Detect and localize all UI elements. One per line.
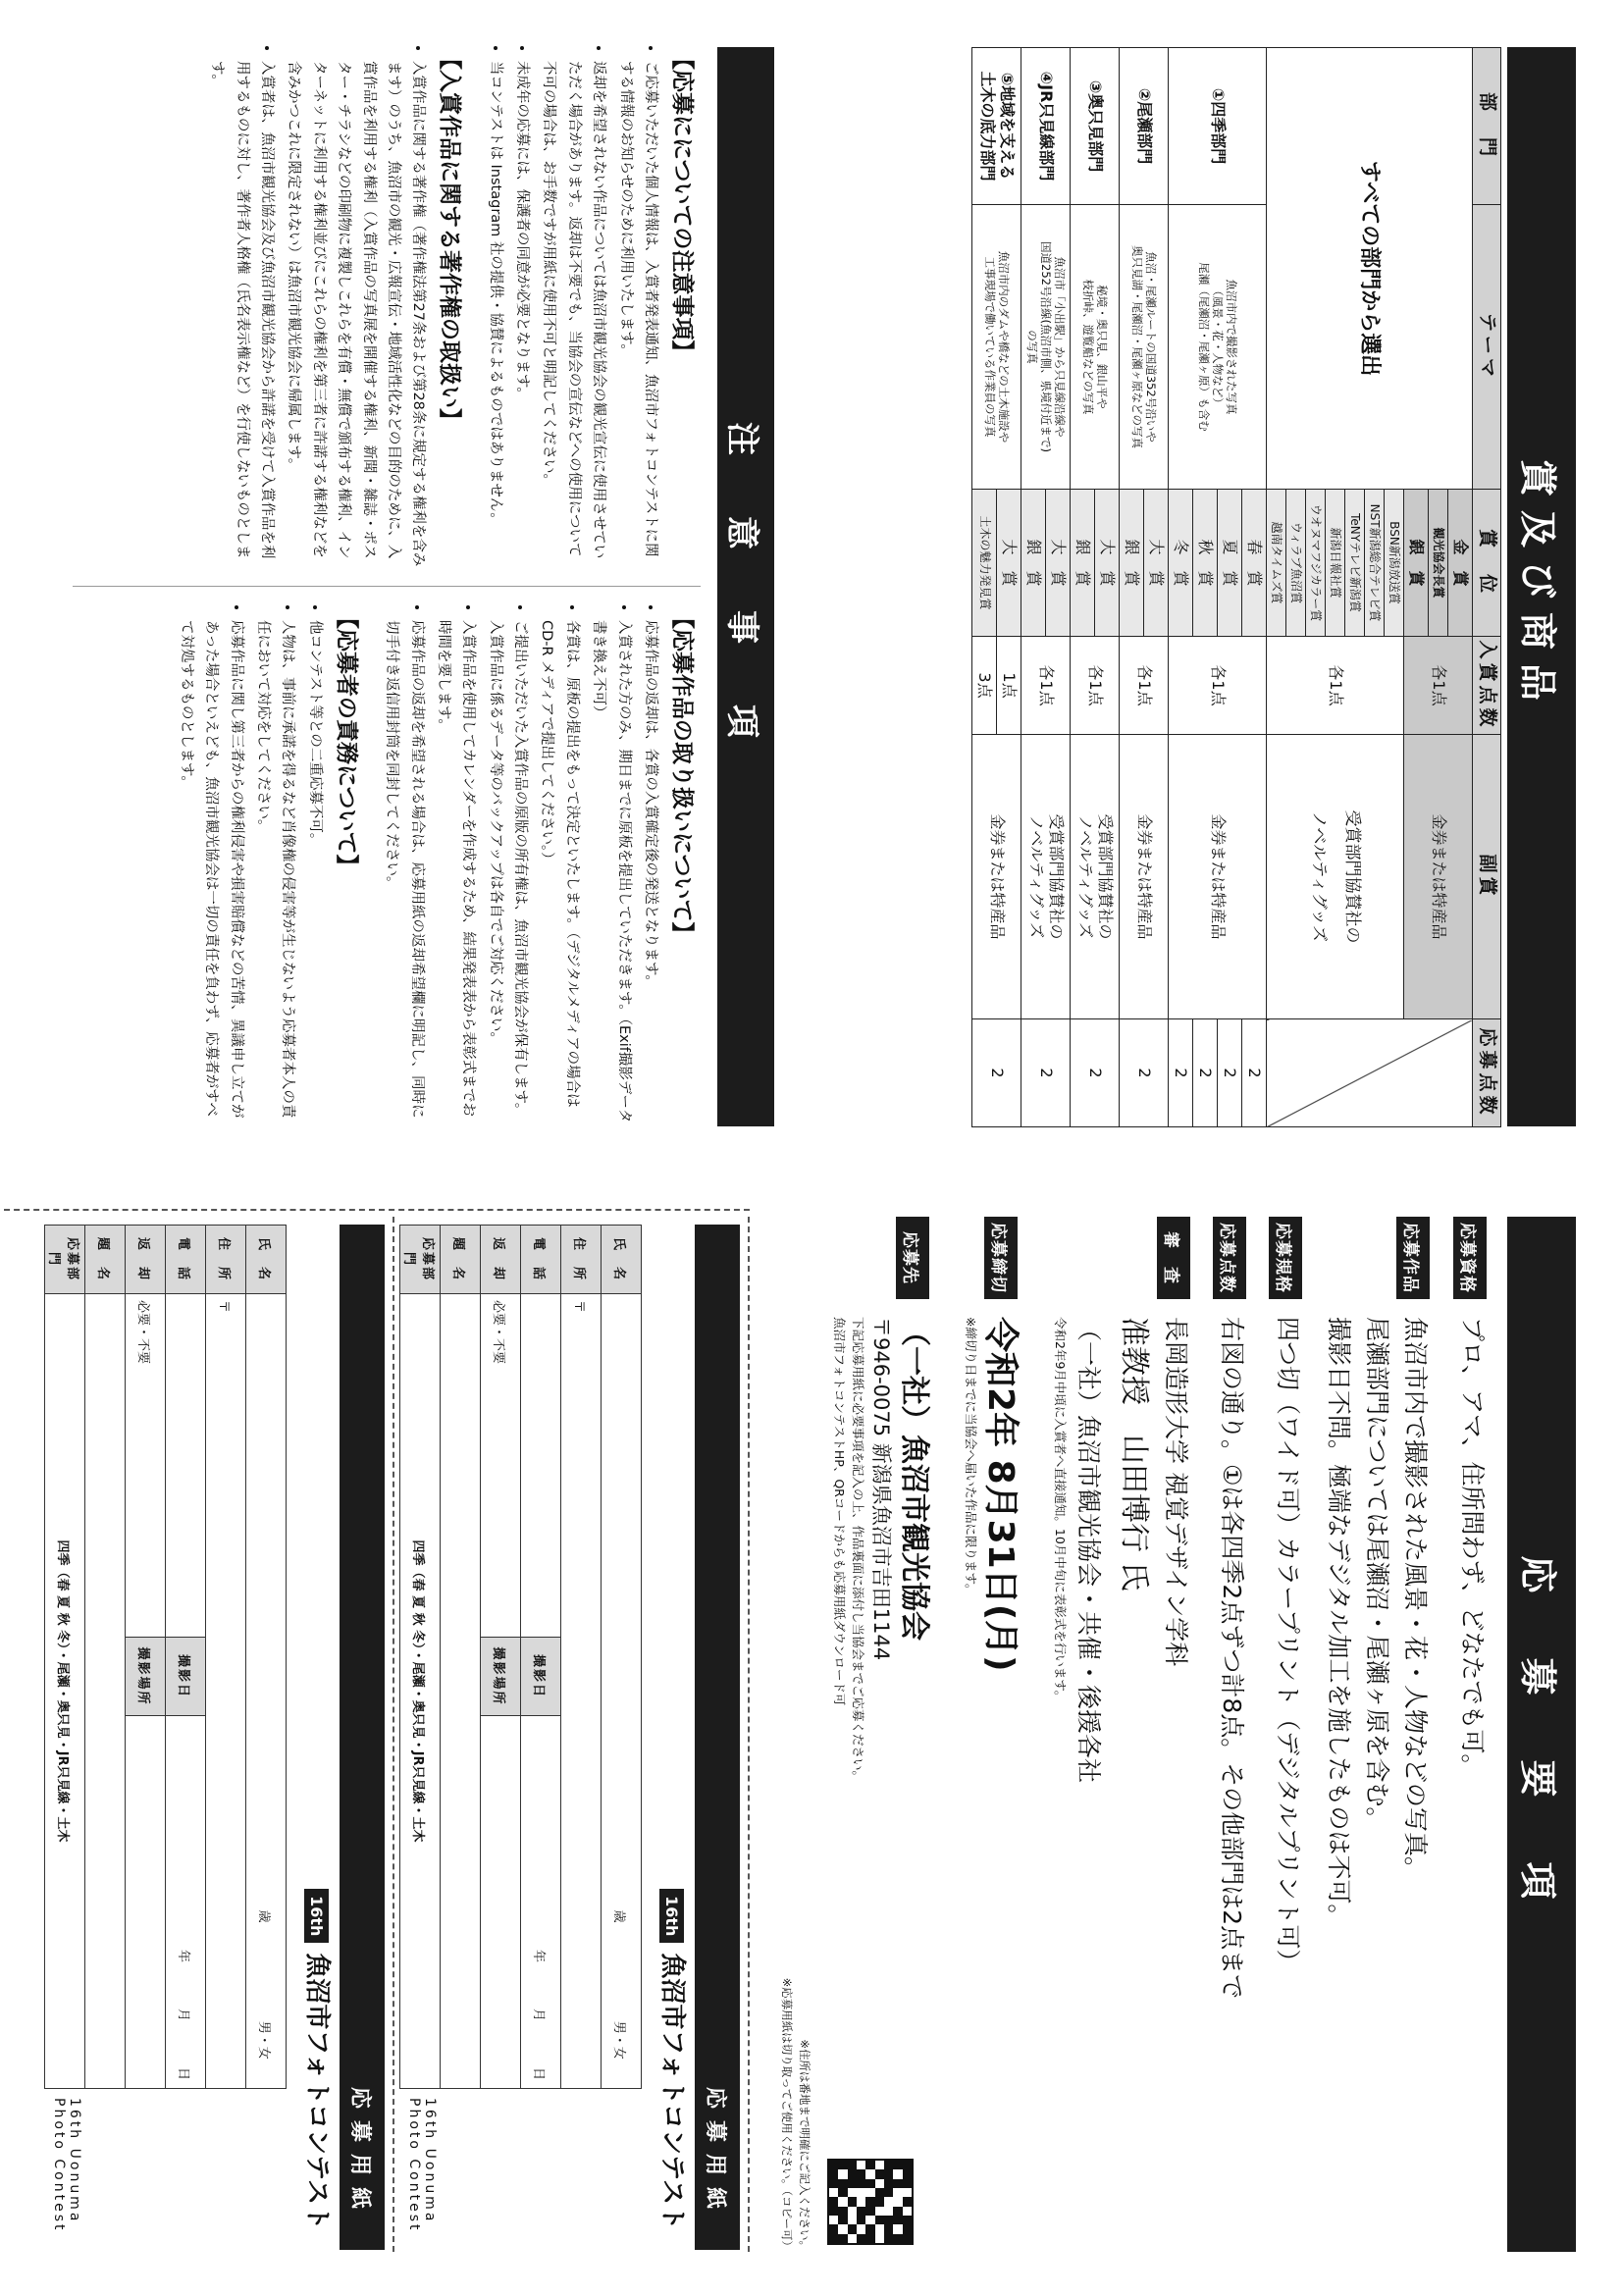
age-unit: 歳 [256, 1909, 272, 1923]
requirement-label: 応募規格 [1269, 1217, 1302, 1299]
award-cell: 観光協会長賞 [1429, 490, 1448, 637]
requirement-row [829, 1217, 933, 1783]
form-row [85, 1226, 126, 2089]
requirement-line: 長岡造形大学 視覚デザイン学科 [1162, 1317, 1190, 1667]
requirement-subtext: 下記応募用紙に必要事項を記入の上、作品裏面に添付し当協会までご応募ください。 [850, 1317, 865, 1784]
table-row [1144, 48, 1169, 1127]
title-field[interactable] [441, 1294, 481, 2089]
requirements-title [1507, 1217, 1576, 2252]
requirements-notes [777, 1978, 813, 2252]
award-cell: 大 賞 [997, 490, 1021, 637]
award-cell: TeNYテレビ新潟賞 [1345, 490, 1365, 637]
dept-field[interactable]: 四季（春 夏 秋 冬）・尾瀬・奥只見・JR只見線・土木 [45, 1294, 85, 2089]
postal-mark: 〒 [571, 1300, 587, 1314]
theme-line: 魚沼市内のダムや橋などの土木施設や [997, 250, 1012, 444]
prize-line: ノベルティグッズ [1026, 814, 1046, 939]
notes-item: • 人物は、事前に承諾を得るなど肖像権の侵害等が生じないよう応募者本人の責任において対応をしてください。 [250, 620, 300, 1126]
edition-badge: 16th [660, 1889, 685, 1943]
gender-field[interactable]: 男・女 [256, 2020, 272, 2060]
notes-list [379, 606, 662, 1126]
award-cell: NST新潟総合テレビ賞 [1365, 490, 1385, 637]
award-cell: 大 賞 [1095, 490, 1120, 637]
requirement-line: 四つ切（ワイド可）カラープリント（デジタルプリント可） [1274, 1317, 1302, 1974]
field-label: 氏 名 [602, 1226, 642, 1294]
notes-item: • 入賞作品を使用してカレンダーを作成するため、結果発表表から表彰式までお時間を要します。 [431, 620, 481, 1126]
count-cell: 各1点 [1169, 637, 1267, 735]
prize-section-title [1507, 47, 1576, 1126]
table-row [1448, 48, 1473, 1127]
award-cell: 夏 賞 [1218, 490, 1242, 637]
header-count: 入賞点数 [1473, 637, 1501, 735]
edition-badge: 16th [305, 1889, 330, 1943]
requirement-subtext: 令和2年9月中頃に入賞者へ直接通知。10月中旬に表彰式を行います。 [1053, 1317, 1068, 1703]
prize-cell: 金券または特産品 [1404, 735, 1473, 1019]
requirement-row [1452, 1217, 1491, 1779]
theme-line: 魚沼・尾瀬ルートの国道352号沿いや [1144, 251, 1159, 443]
requirement-line: 右図の通り。①は各四季2点ずつ計8点。その他部門は2点まで [1218, 1317, 1246, 2000]
field-label: 撮影場所 [126, 1638, 166, 1716]
form-table [44, 1225, 287, 2089]
award-cell: 銀 賞 [1120, 490, 1144, 637]
theme-cell [1120, 205, 1169, 490]
prize-line: 受賞部門協賛社の [1095, 813, 1115, 940]
field-label: 応募部門 [400, 1226, 441, 1294]
notes-item: • 応募作品の返却は、各賞の入賞確定後の発送となります。 [638, 620, 662, 1126]
form-row [166, 1226, 206, 2089]
table-row [997, 48, 1021, 1127]
requirement-line: 尾瀬部門については尾瀬沼・尾瀬ヶ原を含む。 [1363, 1317, 1392, 1832]
notes-list [482, 47, 662, 567]
form-title: 魚沼市フォトコンテスト [657, 1953, 687, 2230]
cut-line [4, 1209, 750, 1211]
form-row [561, 1226, 602, 2089]
phone-field[interactable] [521, 1294, 561, 1638]
theme-line: 魚沼市「小出駅」から只見線沿線や [1053, 256, 1068, 438]
notes-item: • 返却を希望されない作品については魚沼市観光協会の観光宣伝に使用させていただく場合があります。返却は不要でも、当協会の宣伝などへの使用について不可の場合は、お手数ですが用紙に使用不可と明記してください。 [536, 61, 610, 567]
form-table [399, 1225, 642, 2089]
notes-item: • ご提出いただいた入賞作品の原版の所有権は、魚沼市観光協会が保有します。入賞作品に係るデータ等のバックアップは各自でご対応ください。 [482, 620, 532, 1126]
place-field[interactable] [481, 1716, 521, 2089]
award-cell: 大 賞 [1046, 490, 1071, 637]
header-dept: 部 門 [1473, 48, 1501, 205]
title-field[interactable] [85, 1294, 126, 2089]
phone-field[interactable] [166, 1294, 206, 1638]
header-theme: テーマ [1473, 205, 1501, 490]
notes-item: • 他コンテスト等との二重応募不可。 [302, 620, 327, 1126]
qr-code-icon[interactable] [827, 2159, 914, 2245]
requirement-line: 〒946-0075 新潟県魚沼市吉田1144 [869, 1317, 893, 1661]
requirement-line: 魚沼市内で撮影された風景・花・人物などの写真。 [1401, 1317, 1430, 1882]
form-row [481, 1226, 521, 2089]
field-label: 電 話 [521, 1226, 561, 1294]
form-row [602, 1226, 642, 2089]
prize-cell: 金券または特産品 [972, 735, 1021, 1019]
place-field[interactable] [126, 1716, 166, 2089]
notes-heading: 【応募者の責務について】 [333, 606, 359, 877]
requirements-note: ※住所は番地まで明確にご記入ください。 [798, 2039, 812, 2252]
prize-cell [1267, 735, 1404, 1019]
field-label: 題 名 [441, 1226, 481, 1294]
theme-cell [1071, 205, 1120, 490]
requirement-value [829, 1317, 933, 1783]
form-tab [340, 1225, 385, 2250]
field-label: 住 所 [206, 1226, 246, 1294]
award-cell: 越南タイムズ賞 [1267, 490, 1286, 637]
entries-cell: 2 [972, 1019, 1021, 1127]
theme-line: 枝折峠、遊覧船などの写真 [1080, 279, 1095, 415]
award-cell: 銀 賞 [1021, 490, 1046, 637]
table-row [1046, 48, 1071, 1127]
form-header [304, 1889, 330, 2230]
field-label: 題 名 [85, 1226, 126, 1294]
entries-cell: 2 [1120, 1019, 1169, 1127]
requirement-value [961, 1317, 1021, 1672]
prize-line: 受賞部門協賛社の [1341, 809, 1362, 944]
notes-item: • 入賞された方のみ、期日までに原板を提出していただきます。（Exif撮影データ書き換え不可） [586, 620, 636, 1126]
notes-item: • 未成年の応募には、保護者の同意が必要となります。 [509, 61, 534, 567]
notes-item: • 応募作品の返却を希望される場合は、応募用紙の返却希望欄に明記し、同時に切手付き返信用封筒を同封してください。 [379, 620, 429, 1126]
return-field[interactable]: 必要・不要 [126, 1294, 166, 1638]
field-label: 住 所 [561, 1226, 602, 1294]
field-label: 氏 名 [246, 1226, 287, 1294]
prize-cell: 金券または特産品 [1120, 735, 1169, 1019]
prize-line: ノベルティグッズ [1308, 810, 1329, 943]
field-label: 返 却 [126, 1226, 166, 1294]
notes-list [204, 47, 430, 567]
form-row [126, 1226, 166, 2089]
form-row [441, 1226, 481, 2089]
notes-heading: 【入賞作品に関する著作権の取扱い】 [437, 47, 463, 431]
count-cell: 各1点 [1021, 637, 1071, 735]
form-row [400, 1226, 441, 2089]
requirement-line: 撮影日不問。極端なデジタル加工を施したものは不可。 [1325, 1317, 1354, 1929]
requirement-row [961, 1217, 1021, 1672]
count-cell: 各1点 [1267, 637, 1404, 735]
award-cell: ウオヌマフジカラー賞 [1306, 490, 1326, 637]
application-form [46, 1225, 385, 2250]
requirement-line: （一社）魚沼市観光協会・共催・後援各社 [1073, 1317, 1103, 1784]
theme-cell [1021, 205, 1071, 490]
date-field[interactable]: 年 月 日 [521, 1716, 561, 2089]
dept-cell: ④JR只見線部門 [1021, 48, 1071, 205]
requirements-body [764, 1217, 1491, 2252]
dept-line: 土木の底力部門 [977, 71, 997, 182]
form-row [45, 1226, 85, 2089]
requirement-line: 准教授 山田博行 氏 [1117, 1317, 1152, 1592]
dept-cell: ③奥只見部門 [1071, 48, 1120, 205]
requirement-line: （一社）魚沼市観光協会 [897, 1317, 931, 1641]
requirement-label: 応募作品 [1396, 1217, 1430, 1299]
form-footer: 16th Uonuma Photo Contest [406, 2098, 438, 2233]
address-field[interactable] [561, 1294, 602, 2089]
prize-line: 受賞部門協賛社の [1046, 813, 1066, 940]
field-label: 撮影場所 [481, 1638, 521, 1716]
notes-section-title [717, 47, 774, 1126]
prize-cell [1021, 735, 1071, 1019]
address-field[interactable] [206, 1294, 246, 2089]
requirement-label: 審 査 [1157, 1217, 1190, 1299]
field-label: 応募部門 [45, 1226, 85, 1294]
award-cell: 銀 賞 [1071, 490, 1095, 637]
notes-column-right [160, 606, 701, 1126]
award-cell: 秋 賞 [1193, 490, 1218, 637]
notes-item: • 当コンテストは Instagram 社の提供・協賛によるものではありません。 [482, 61, 506, 567]
theme-line: 尾瀬（尾瀬沼・尾瀬ヶ原）も含む [1196, 262, 1211, 432]
form-footer: 16th Uonuma Photo Contest [51, 2098, 82, 2233]
dept-cell [972, 48, 1021, 205]
notes-list [174, 606, 327, 1126]
dept-line: ⑤地域を支える [997, 72, 1017, 181]
requirement-value [1320, 1317, 1434, 1929]
count-cell: 各1点 [1120, 637, 1169, 735]
header-prize: 副賞 [1473, 735, 1501, 1019]
dept-field[interactable]: 四季（春 夏 秋 冬）・尾瀬・奥只見・JR只見線・土木 [400, 1294, 441, 2089]
notes-item: • 応募作品に関し第三者からの権利侵害や損害賠償などの苦情、異議申し立てがあった場合といえども、魚沼市観光協会は一切の責任を負わず、応募者がすべて対処するものとします。 [174, 620, 248, 1126]
all-departments-cell [1267, 48, 1473, 490]
entries-cell: 2 [1169, 1019, 1193, 1127]
entries-cell: 2 [1193, 1019, 1218, 1127]
prize-line: ノベルティグッズ [1075, 814, 1095, 939]
count-cell: 各1点 [1071, 637, 1120, 735]
entries-cell: 2 [1021, 1019, 1071, 1127]
requirement-label: 応募資格 [1453, 1217, 1487, 1299]
dept-cell: ②尾瀬部門 [1120, 48, 1169, 205]
requirement-line: プロ、アマ、住所問わず、どなたでも可。 [1458, 1317, 1487, 1779]
gender-field[interactable]: 男・女 [611, 2020, 627, 2060]
prize-title-text: 賞及び商品 [1516, 458, 1560, 714]
award-cell: 冬 賞 [1169, 490, 1193, 637]
application-form [401, 1225, 740, 2250]
requirement-value [1050, 1317, 1194, 1783]
table-row [1095, 48, 1120, 1127]
notes-title-text: 注 意 事 項 [722, 422, 762, 752]
form-row [206, 1226, 246, 2089]
award-cell: 銀 賞 [1404, 490, 1429, 637]
header-award: 賞 位 [1473, 490, 1501, 637]
age-unit: 歳 [611, 1909, 627, 1923]
requirement-label: 応募締切 [984, 1217, 1018, 1299]
award-cell: BSN新潟放送賞 [1385, 490, 1404, 637]
prize-cell [1071, 735, 1120, 1019]
postal-mark: 〒 [216, 1300, 232, 1314]
requirement-label: 応募点数 [1213, 1217, 1246, 1299]
award-cell: 大 賞 [1144, 490, 1169, 637]
cut-line [393, 1217, 394, 2252]
deadline-text: 令和2年 8月31日(月) [980, 1317, 1021, 1672]
requirement-label: 応募先 [896, 1217, 929, 1299]
theme-line: 秘境・奥只見、銀山平や [1095, 285, 1110, 409]
form-title: 魚沼市フォトコンテスト [302, 1953, 332, 2230]
field-label: 電 話 [166, 1226, 206, 1294]
form-row [521, 1226, 561, 2089]
requirement-row [1212, 1217, 1250, 1999]
theme-line: 奥只見湖・尾瀬沼・尾瀬ヶ原などの写真 [1129, 245, 1144, 448]
theme-line: 国道252号沿線(魚沼市側、県境付近まで) [1038, 241, 1053, 452]
theme-line: 魚沼市内で撮影された写真 [1225, 279, 1239, 415]
form-header [659, 1889, 685, 2230]
requirement-value [1268, 1317, 1306, 1974]
entries-cell: 2 [1071, 1019, 1120, 1127]
entries-cell: 2 [1242, 1019, 1267, 1127]
theme-cell [1169, 205, 1267, 490]
theme-cell [972, 205, 1021, 490]
award-cell: 新潟日報社賞 [1326, 490, 1345, 637]
award-cell: 土木の魅力発見賞 [972, 490, 997, 637]
requirement-value [1212, 1317, 1250, 1999]
date-field[interactable]: 年 月 日 [166, 1716, 206, 2089]
form-row [246, 1226, 287, 2089]
notes-divider [73, 586, 701, 587]
requirements-title-text: 応 募 要 項 [1516, 1555, 1560, 1913]
count-cell: 1点 [997, 637, 1021, 735]
notes-heading: 【応募作品の取り扱いについて】 [669, 606, 695, 945]
entries-cell: 2 [1218, 1019, 1242, 1127]
prize-cell: 金券または特産品 [1169, 735, 1267, 1019]
theme-line: の写真 [1024, 330, 1039, 364]
table-row [1242, 48, 1267, 1127]
requirement-subtext: 魚沼市フォトコンテストHP、QRコードからも応募用紙ダウンロード可 [831, 1317, 847, 1706]
notes-column-left [190, 47, 701, 567]
notes-heading: 【応募にについての注意事項】 [669, 47, 695, 363]
award-cell: 金 賞 [1448, 490, 1473, 637]
return-field[interactable]: 必要・不要 [481, 1294, 521, 1638]
award-cell: ウィラブ魚沼賞 [1286, 490, 1306, 637]
form-tab-text: 応募用紙 [703, 2086, 728, 2220]
requirements-note: ※応募用紙は切り取ってご使用ください。（コピー可） [779, 1977, 794, 2252]
requirement-row [1050, 1217, 1194, 1783]
notes-item: • 各賞は、原板の提出をもって決定といたします。（デジタルメディアの場合は CD-R メディアで提出してください。） [534, 620, 584, 1126]
form-tab [695, 1225, 740, 2250]
name-field[interactable] [246, 1294, 287, 2089]
cut-line [748, 1217, 750, 2252]
field-label: 返 却 [481, 1226, 521, 1294]
prize-table [971, 47, 1501, 1127]
field-label: 撮影日 [166, 1638, 206, 1716]
dept-cell: ①四季部門 [1169, 48, 1267, 205]
notes-item: • 入賞作品に関する著作権（著作権法第27条および第28条に規定する権利を含みます）のうち、魚沼市の観光・広報宣伝・地域活性化などの目的のために、入賞作品を利用する権利（入賞作品の写真展を開催する権利、新聞・雑誌・ポスター・チラシなどの印刷物に複製しこれらを有償・無償で頒布する権利、インターネットに利用する権利並びにこれらの権利を第三者に許諾する権利などを含みかつこれに限定されない）は魚沼市観光協会に帰属します。 [281, 61, 430, 567]
header-entries: 応募点数 [1473, 1019, 1501, 1127]
theme-line: （風景・花・人物など） [1210, 285, 1225, 409]
theme-line: 工事現場で働いている作業員の写真 [982, 256, 997, 438]
notes-item: • 入賞者は、魚沼市観光協会及び魚沼市観光協会から許諾を受けて入賞作品を利用するものに対し、著作者人格権（氏名表示権など）を行使しないものとします。 [204, 61, 279, 567]
requirement-value [1452, 1317, 1491, 1779]
prize-header-row [1473, 48, 1501, 1127]
field-label: 撮影日 [521, 1638, 561, 1716]
award-cell: 春 賞 [1242, 490, 1267, 637]
entries-diagonal-cell [1267, 1019, 1473, 1127]
form-tab-text: 応募用紙 [347, 2086, 373, 2220]
requirement-subtext: ※締切り日までに当協会へ届いた作品に限ります。 [963, 1317, 978, 1596]
name-field[interactable] [602, 1294, 642, 2089]
count-cell: 3点 [972, 637, 997, 735]
all-depts-text: すべての部門から選出 [1357, 160, 1383, 377]
requirement-row [1268, 1217, 1306, 1974]
requirement-row [1320, 1217, 1434, 1929]
notes-item: • ご応募いただいた個人情報は、入賞者発表通知、魚沼市フォトコンテストに関する情報のお知らせのために利用いたします。 [612, 61, 662, 567]
count-cell: 各1点 [1404, 637, 1473, 735]
